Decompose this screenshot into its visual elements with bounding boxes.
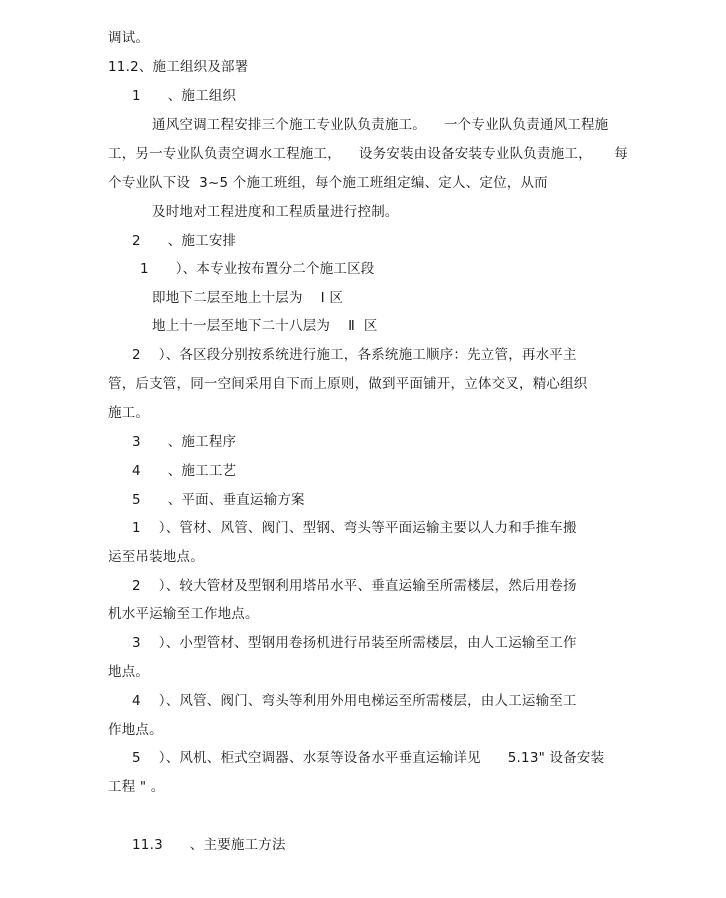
list-item: 4 ）、风管、阀门、弯头等利用外用电梯运至所需楼层，由人工运输至工 (132, 693, 577, 709)
subheading-2: 2 、施工安排 (132, 233, 237, 249)
subheading-4: 4 、施工工艺 (132, 463, 237, 479)
list-item: 1 ）、管材、风管、阀门、型钢、弯头等平面运输主要以人力和手推车搬 (132, 520, 577, 536)
list-item: 1 ）、本专业按布置分二个施工区段 (140, 261, 375, 277)
text-line: 机水平运输至工作地点。 (108, 606, 259, 622)
list-item: 2 ）、较大管材及型钢利用塔吊水平、垂直运输至所需楼层，然后用卷扬 (132, 578, 577, 594)
subheading-1: 1 、施工组织 (132, 88, 237, 104)
text-line: 地点。 (108, 664, 150, 680)
text-line: 作地点。 (108, 722, 163, 738)
text-line: 及时地对工程进度和工程质量进行控制。 (152, 204, 399, 220)
text-line: 个专业队下设 3~5 个施工班组，每个施工班组定编、定人、定位，从而 (108, 175, 548, 191)
subheading-5: 5 、平面、垂直运输方案 (132, 492, 305, 508)
text-line: 即地下二层至地上十层为 Ⅰ 区 (152, 290, 344, 306)
section-heading-11-3: 11.3 、主要施工方法 (132, 837, 286, 853)
list-item: 5 ）、风机、柜式空调器、水泵等设备水平垂直运输详见 5.13" 设备安装 (132, 750, 605, 766)
text-line: 工程 " 。 (108, 779, 165, 795)
list-item: 2 ）、各区段分别按系统进行施工，各系统施工顺序：先立管，再水平主 (132, 347, 577, 363)
text-line: 调试。 (108, 30, 150, 46)
text-line: 工，另一专业队负责空调水工程施工， 设务安装由设备安装专业队负责施工， 每 (108, 146, 628, 162)
section-heading-11-2: 11.2、施工组织及部署 (108, 59, 249, 75)
text-line: 运至吊装地点。 (108, 549, 204, 565)
text-line: 管，后支管，同一空间采用自下而上原则，做到平面铺开，立体交叉，精心组织 (108, 376, 588, 392)
list-item: 3 ）、小型管材、型钢用卷扬机进行吊装至所需楼层，由人工运输至工作 (132, 635, 577, 651)
subheading-3: 3 、施工程序 (132, 434, 237, 450)
text-line: 通风空调工程安排三个施工专业队负责施工。 一个专业队负责通风工程施 (152, 117, 609, 133)
text-line: 地上十一层至地下二十八层为 Ⅱ 区 (152, 318, 378, 334)
text-line: 施工。 (108, 405, 150, 421)
